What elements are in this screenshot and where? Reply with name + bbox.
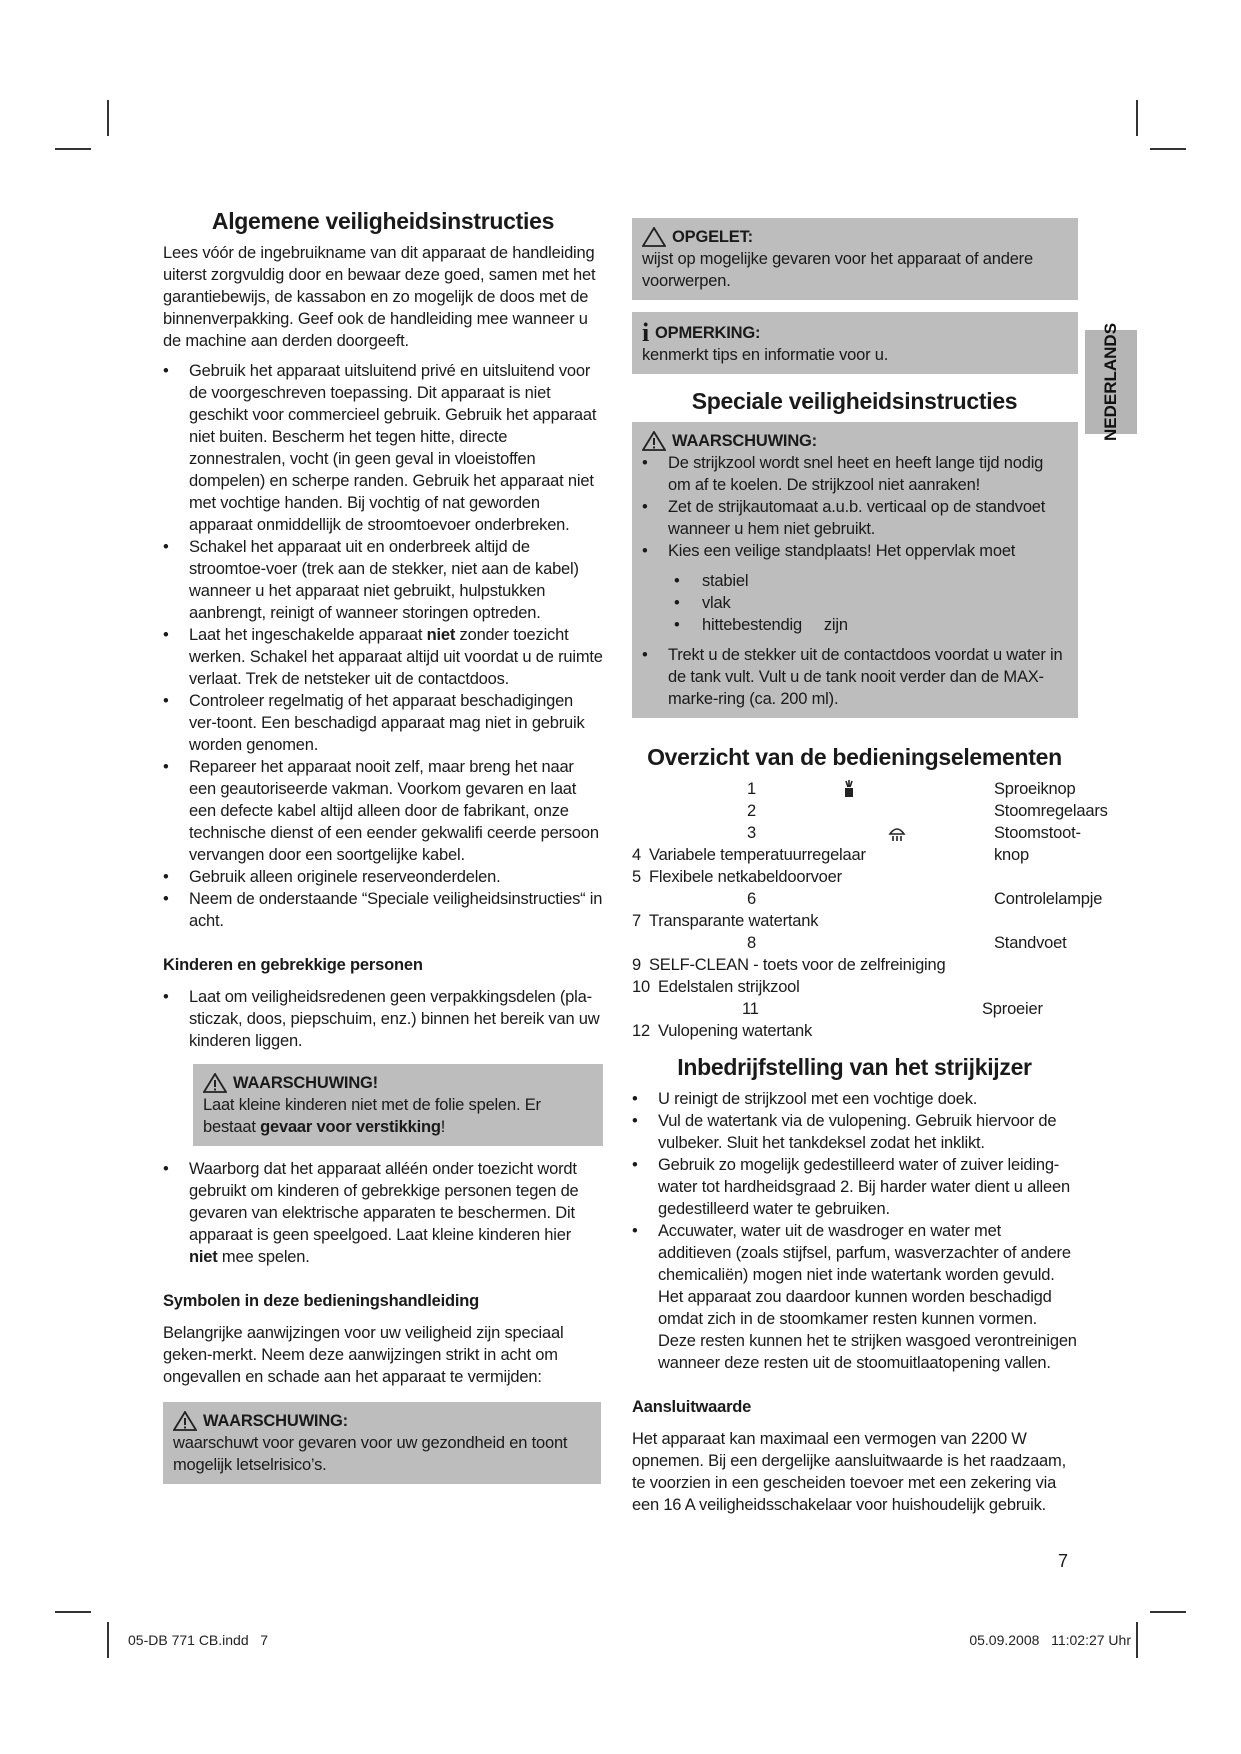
list-item: 12 Vulopening watertank (632, 1022, 813, 1040)
crop-mark (1150, 1611, 1186, 1613)
list-item: • Accuwater, water uit de wasdroger en water met additieven (zoals stijfsel, parfum, wasverzachter of andere chemicaliën) mogen niet inde watertank worden gevuld. Het apparaat zou daardoor kunnen worden beschadigd omdat zich in de stoomkamer resten kunnen vormen. Deze resten kunnen het te strijken wasgoed verontreinigen wanneer deze resten uit de stoomuitlaatopening vallen. (632, 1220, 1077, 1374)
list-item: 3 Stoomstoot-knop (747, 824, 1081, 864)
warning-triangle-icon (173, 1411, 197, 1431)
list-item: • stabiel (642, 570, 1070, 592)
warning-label: WAARSCHUWING: (672, 432, 817, 450)
crop-mark (107, 1622, 109, 1658)
controls-title: Overzicht van de bedieningselementen (647, 744, 1062, 770)
steam-burst-icon (888, 824, 906, 842)
caution-triangle-icon (642, 227, 666, 247)
list-item: • hittebestendig zijn (642, 614, 1070, 636)
spray-icon (842, 780, 856, 798)
list-item: • Trekt u de stekker uit de contactdoos voordat u water in de tank vult. Vult u de tank nooit verder dan de MAX-marke-ring (ca. 200 ml). (642, 644, 1070, 710)
warning-text: waarschuwt voor gevaren voor uw gezondheid en toont mogelijk letselrisico’s. (173, 1434, 568, 1474)
opgelet-box (632, 218, 1078, 300)
kids-warning-box (193, 1064, 603, 1146)
general-safety-list (163, 360, 603, 932)
warning-label: WAARSCHUWING: (203, 1412, 348, 1430)
language-tab (1085, 322, 1137, 442)
list-item: • Kies een veilige standplaats! Het oppervlak moet (642, 540, 1070, 562)
aansluit-heading: Aansluitwaarde (632, 1398, 752, 1416)
list-item: • Gebruik zo mogelijk gedestilleerd water of zuiver leiding-water tot hardheidsgraad 2. Bij harder water dient u alleen gedestilleerd water te gebruiken. (632, 1154, 1077, 1220)
startup-list (632, 1088, 1077, 1374)
page-number: 7 (1058, 1551, 1069, 1571)
warning-triangle-icon (642, 431, 666, 451)
list-item: • Controleer regelmatig of het apparaat beschadigingen ver-toont. Een beschadigd apparaat mag niet in gebruik worden genomen. (163, 690, 603, 756)
startup-title: Inbedrijfstelling van het strijkijzer (677, 1054, 1032, 1080)
crop-mark (107, 100, 109, 136)
list-item: • Zet de strijkautomaat a.u.b. verticaal op de standvoet wanneer u hem niet gebruikt. (642, 496, 1070, 540)
crop-mark (1136, 1622, 1138, 1658)
caution-text: wijst op mogelijke gevaren voor het apparaat of andere voorwerpen. (642, 250, 1033, 290)
aansluit-paragraph: Het apparaat kan maximaal een vermogen van 2200 W opnemen. Bij een dergelijke aansluitwaarde is het raadzaam, te voorzien in een gescheiden toevoer met een zekering via een 16 A veiligheidsschakelaar voor huishoudelijk gebruik. (632, 1430, 1066, 1514)
list-item: • Schakel het apparaat uit en onderbreek altijd de stroomtoe-voer (trek aan de stekker, niet aan de kabel) wanneer u het apparaat niet gebruikt, hulpstukken aanbrengt, reinigt of wanneer storingen optreden. (163, 536, 603, 624)
general-safety-title: Algemene veiligheidsinstructies (211, 208, 555, 234)
symbols-warning-box (163, 1402, 601, 1484)
crop-mark (55, 148, 91, 150)
list-item: 8 Standvoet (747, 934, 1067, 952)
symbols-paragraph: Belangrijke aanwijzingen voor uw veiligheid zijn speciaal geken-merkt. Neem deze aanwijzingen strikt in acht om ongevallen en schade aan het apparaat te vermijden: (163, 1324, 564, 1386)
list-item: • vlak (642, 592, 1070, 614)
symbols-heading: Symbolen in deze bedieningshandleiding (163, 1292, 480, 1310)
info-icon: i (642, 318, 650, 347)
left-column (163, 210, 603, 1484)
list-item: • U reinigt de strijkzool met een vochtige doek. (632, 1088, 1077, 1110)
list-item: 4 Variabele temperatuurregelaar (632, 846, 866, 864)
list-item: 9 SELF-CLEAN - toets voor de zelfreiniging (632, 956, 946, 974)
list-item: • De strijkzool wordt snel heet en heeft lange tijd nodig om af te koelen. De strijkzool niet aanraken! (642, 452, 1070, 496)
list-item: 1 Sproeiknop (747, 780, 1076, 798)
list-item: 7 Transparante watertank (632, 912, 819, 930)
crop-mark (1150, 148, 1186, 150)
footer-file: 05-DB 771 CB.indd 7 (128, 1632, 269, 1648)
warning-label: WAARSCHUWING! (233, 1074, 378, 1092)
warning-triangle-icon (203, 1073, 227, 1093)
list-item: 6 Controlelampje (747, 890, 1103, 908)
list-item: 11 Sproeier (742, 1000, 1043, 1018)
list-item: • Repareer het apparaat nooit zelf, maar breng het naar een geautoriseerde vakman. Voorkom gevaren en laat een defecte kabel altijd alleen door de fabrikant, onze technische dienst of een eender gekwalifi ceerde persoon vervangen door een soortgelijke kabel. (163, 756, 603, 866)
right-column (632, 218, 1108, 1516)
intro-paragraph: Lees vóór de ingebruikname van dit apparaat de handleiding uiterst zorgvuldig door en bewaar deze goed, samen met het garantiebewijs, de kassabon en zo mogelijk de doos met de binnenverpakking. Geef ook de handleiding mee wanneer u de machine aan derden doorgeeft. (163, 244, 596, 350)
warning-text: Laat kleine kinderen niet met de folie spelen. Er bestaat gevaar voor verstikking! (203, 1096, 541, 1136)
note-text: kenmerkt tips en informatie voor u. (642, 346, 889, 364)
list-item: • Gebruik het apparaat uitsluitend privé en uitsluitend voor de voorgeschreven toepassing. Dit apparaat is niet geschikt voor commercieel gebruik. Gebruik het apparaat niet buiten. Bescherm het tegen hitte, directe zonnestralen, vocht (in geen geval in vloeistoffen dompelen) en scherpe randen. Gebruik het apparaat niet met vochtige handen. Bij vochtig of nat geworden apparaat onmiddellijk de stroomtoevoer onderbreken. (163, 360, 603, 536)
opmerking-box (632, 312, 1078, 374)
surface-requirements-list (642, 570, 1070, 636)
controls-list (632, 778, 1108, 1042)
kids-list-2 (163, 1158, 603, 1268)
kids-heading: Kinderen en gebrekkige personen (163, 956, 423, 974)
special-warning-list (642, 452, 1070, 562)
note-label: OPMERKING: (655, 324, 761, 342)
list-item: • Vul de watertank via de vulopening. Gebruik hiervoor de vulbeker. Sluit het tankdeksel zodat het inklikt. (632, 1110, 1077, 1154)
language-tab-label: NEDERLANDS (1101, 322, 1120, 442)
list-item: • Laat het ingeschakelde apparaat niet zonder toezicht werken. Schakel het apparaat altijd uit voordat u de ruimte verlaat. Trek de netsteker uit de contactdoos. (163, 624, 603, 690)
special-warning-box (632, 422, 1078, 718)
list-item: • Neem de onderstaande “Speciale veiligheidsinstructies“ in acht. (163, 888, 603, 932)
list-item: 5 Flexibele netkabeldoorvoer (632, 868, 842, 886)
kids-list (163, 986, 603, 1052)
list-item: • Laat om veiligheidsredenen geen verpakkingsdelen (pla-sticzak, doos, piepschuim, enz.) binnen het bereik van uw kinderen liggen. (163, 986, 603, 1052)
crop-mark (55, 1611, 91, 1613)
caution-label: OPGELET: (672, 228, 753, 246)
list-item: 2 Stoomregelaars (747, 802, 1108, 820)
crop-mark (1136, 100, 1138, 136)
special-safety-title: Speciale veiligheidsinstructies (691, 388, 1018, 414)
list-item: • Gebruik alleen originele reserveonderdelen. (163, 866, 603, 888)
list-item: 10 Edelstalen strijkzool (632, 978, 800, 996)
footer-date: 05.09.2008 11:02:27 Uhr (969, 1632, 1131, 1648)
list-item: • Waarborg dat het apparaat alléén onder toezicht wordt gebruikt om kinderen of gebrekkige personen tegen de gevaren van elektrische apparaten te beschermen. Dit apparaat is geen speelgoed. Laat kleine kinderen hier niet mee spelen. (163, 1158, 603, 1268)
